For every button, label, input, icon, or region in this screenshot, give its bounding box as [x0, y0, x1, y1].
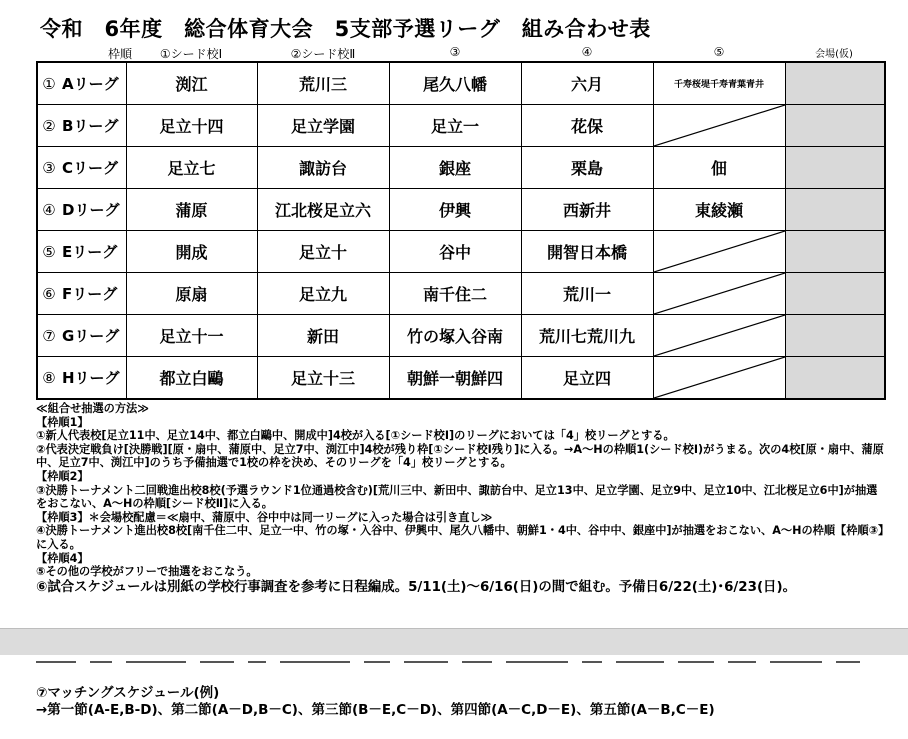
league-name: Aリーグ [60, 62, 126, 105]
page-title: 令和 6年度 総合体育大会 5支部予選リーグ 組み合わせ表 [40, 17, 651, 41]
slot4-school: 足立四 [521, 357, 653, 400]
venue-cell [785, 105, 885, 147]
slot4-school: 栗島 [521, 147, 653, 189]
frame-number: ⑧ [37, 357, 60, 400]
seed1-school: 渕江 [126, 62, 257, 105]
frame2-heading: 【枠順2】 [36, 469, 89, 483]
league-name: Fリーグ [60, 273, 126, 315]
seed2-school: 諏訪台 [257, 147, 389, 189]
seed1-school: 開成 [126, 231, 257, 273]
seed2-school: 江北桜足立六 [257, 189, 389, 231]
draw-method-notes [36, 402, 886, 596]
slot3-school: 尾久八幡 [389, 62, 521, 105]
cut-off-text-line [36, 661, 876, 667]
slot3-school: 竹の塚入谷南 [389, 315, 521, 357]
frame-number: ⑦ [37, 315, 60, 357]
matching-schedule-body: →第一節(A-E,B-D)、第二節(A－D,B－C)、第三節(B－E,C－D)、第四節(A－C,D－E)、第五節(A－B,C－E) [36, 702, 715, 718]
page-gap [0, 628, 908, 656]
empty-slot-slash [653, 315, 785, 357]
col-head-seed2: ②シード校Ⅱ [290, 47, 356, 61]
table-row [37, 189, 885, 231]
seed2-school: 荒川三 [257, 62, 389, 105]
slot5-school: 佃 [653, 147, 785, 189]
slot3-school: 谷中 [389, 231, 521, 273]
frame1-heading: 【枠順1】 [36, 415, 89, 429]
slot4-school: 西新井 [521, 189, 653, 231]
col-head-frame: 枠順 [107, 47, 132, 61]
league-name: Bリーグ [60, 105, 126, 147]
league-name: Gリーグ [60, 315, 126, 357]
col-head-3: ③ [449, 45, 461, 59]
frame-number: ⑥ [37, 273, 60, 315]
league-name: Cリーグ [60, 147, 126, 189]
seed2-school: 足立十 [257, 231, 389, 273]
empty-slot-slash [653, 357, 785, 400]
slot5-school: 東綾瀬 [653, 189, 785, 231]
slot4-school: 花保 [521, 105, 653, 147]
col-head-4: ④ [581, 45, 593, 59]
table-row [37, 315, 885, 357]
venue-cell [785, 62, 885, 105]
table-row [37, 147, 885, 189]
matching-schedule-title: ⑦マッチングスケジュール(例) [36, 685, 220, 701]
col-head-5: ⑤ [713, 45, 725, 59]
empty-slot-slash [653, 273, 785, 315]
slot4-school: 六月 [521, 62, 653, 105]
venue-cell [785, 147, 885, 189]
league-name: Hリーグ [60, 357, 126, 400]
seed2-school: 足立九 [257, 273, 389, 315]
empty-slot-slash [653, 105, 785, 147]
frame-number: ⑤ [37, 231, 60, 273]
table-row [37, 231, 885, 273]
venue-cell [785, 189, 885, 231]
seed1-school: 足立七 [126, 147, 257, 189]
table-row [37, 273, 885, 315]
frame-number: ① [37, 62, 60, 105]
slot4-school: 荒川七荒川九 [521, 315, 653, 357]
table-row [37, 62, 885, 105]
seed1-school: 足立十一 [126, 315, 257, 357]
seed2-school: 足立十三 [257, 357, 389, 400]
slot3-school: 朝鮮一朝鮮四 [389, 357, 521, 400]
league-name: Dリーグ [60, 189, 126, 231]
col-head-venue: 会場(仮) [815, 49, 853, 60]
notes-heading: ≪組合せ抽選の方法≫ [36, 402, 149, 415]
slot3-school: 銀座 [389, 147, 521, 189]
slot3-school: 伊興 [389, 189, 521, 231]
note-line: ④決勝トーナメント進出校8校[南千住二中、足立一中、竹の塚・入谷中、伊興中、尾久八幡中、朝鮮1・4中、谷中中、銀座中]が抽選をおこない、A～Hの枠順【枠順③】に入る。 [36, 524, 884, 551]
seed2-school: 新田 [257, 315, 389, 357]
seed1-school: 足立十四 [126, 105, 257, 147]
venue-cell [785, 357, 885, 400]
frame3-heading: 【枠順3】＊会場校配慮＝≪扇中、蒲原中、谷中中は同一リーグに入った場合は引き直し≫ [36, 510, 493, 524]
league-table [36, 61, 886, 400]
note-line: ①新人代表校[足立11中、足立14中、都立白鷗中、開成中]4校が入る[①シード校Ⅰ]のリーグにおいては「4」校リーグとする。 [36, 429, 675, 443]
seed1-school: 都立白鷗 [126, 357, 257, 400]
slot3-school: 南千住二 [389, 273, 521, 315]
schedule-note: ⑥試合スケジュールは別紙の学校行事調査を参考に日程編成。5/11(土)～6/16(日)の間で組む。予備日6/22(土)･6/23(日)。 [36, 579, 796, 595]
slot4-school: 開智日本橋 [521, 231, 653, 273]
venue-cell [785, 315, 885, 357]
page-2 [0, 655, 908, 739]
slot3-school: 足立一 [389, 105, 521, 147]
frame-number: ② [37, 105, 60, 147]
slot5-school: 千寿桜堤千寿青葉青井 [653, 62, 785, 105]
col-head-seed1: ①シード校Ⅰ [159, 47, 223, 61]
slot4-school: 荒川一 [521, 273, 653, 315]
note-line: ⑤その他の学校がフリーで抽選をおこなう。 [36, 565, 258, 579]
table-row [37, 105, 885, 147]
frame-number: ④ [37, 189, 60, 231]
frame-number: ③ [37, 147, 60, 189]
note-line: ②代表決定戦負け[決勝戦][原・扇中、蒲原中、足立7中、渕江中]4校が残り枠[①シード校Ⅰ残り]に入る。→A～Hの枠順1(シード校Ⅰ)がうまる。次の4校[原・扇中、蒲原中、足立7中、渕江中]のうち予備抽選で1校の枠を決め、そのリーグを「4」校リーグとする。 [36, 442, 884, 470]
seed1-school: 蒲原 [126, 189, 257, 231]
venue-cell [785, 231, 885, 273]
empty-slot-slash [653, 231, 785, 273]
note-line: ③決勝トーナメント二回戦進出校8校(予選ラウンド1位通過校含む)[荒川三中、新田中、諏訪台中、足立13中、足立学園、足立9中、足立10中、江北桜足立6中]が抽選をおこない、A～Hの枠順[シード校Ⅱ]に入る。 [36, 483, 878, 511]
table-row [37, 357, 885, 400]
seed1-school: 原扇 [126, 273, 257, 315]
league-name: Eリーグ [60, 231, 126, 273]
venue-cell [785, 273, 885, 315]
seed2-school: 足立学園 [257, 105, 389, 147]
frame4-heading: 【枠順4】 [36, 551, 89, 565]
